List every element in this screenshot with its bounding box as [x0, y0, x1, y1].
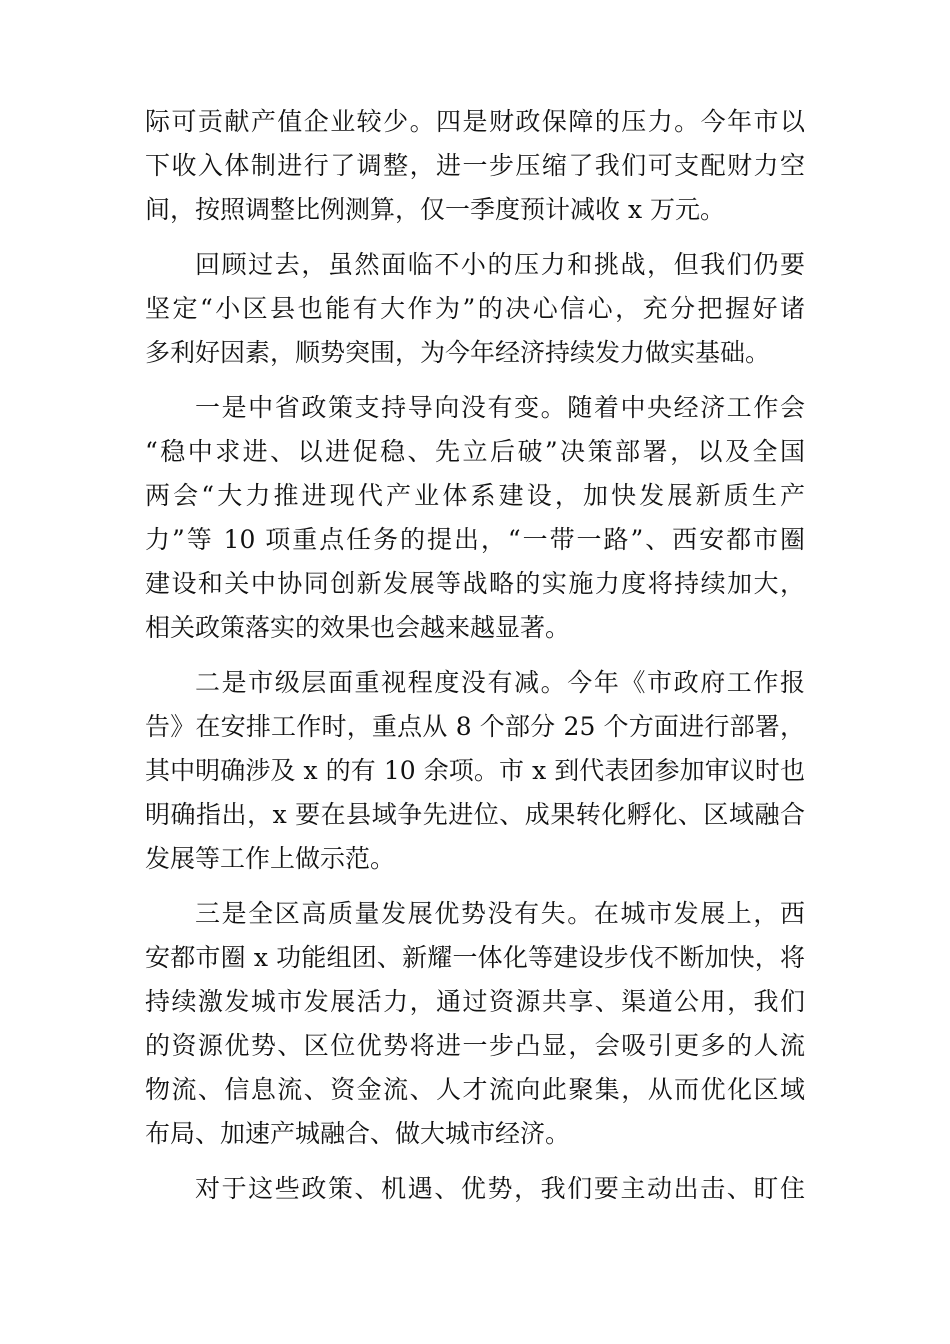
text-line: 下收入体制进行了调整，进一步压缩了我们可支配财力空 [145, 151, 805, 180]
paragraph-5 [145, 892, 805, 1156]
text-line: 发展等工作上做示范。 [145, 844, 396, 873]
text-line: 三是全区高质量发展优势没有失。在城市发展上，西 [195, 899, 805, 928]
text-line: “稳中求进、以进促稳、先立后破”决策部署，以及全国 [145, 437, 805, 466]
text-line: 间，按照调整比例测算，仅一季度预计减收 x 万元。 [145, 195, 725, 224]
text-line: 布局、加速产城融合、做大城市经济。 [145, 1119, 571, 1148]
text-line: 安都市圈 x 功能组团、新耀一体化等建设步伐不断加快，将 [145, 943, 805, 972]
body-text [145, 100, 805, 1222]
text-line: 的资源优势、区位优势将进一步凸显，会吸引更多的人流 [145, 1031, 805, 1060]
text-line: 告》在安排工作时，重点从 8 个部分 25 个方面进行部署， [145, 712, 805, 741]
text-line: 对于这些政策、机遇、优势，我们要主动出击、盯住 [195, 1174, 805, 1203]
text-line: 一是中省政策支持导向没有变。随着中央经济工作会 [195, 393, 805, 422]
paragraph-1 [145, 100, 805, 232]
text-line: 其中明确涉及 x 的有 10 余项。市 x 到代表团参加审议时也 [145, 756, 805, 785]
paragraph-3 [145, 386, 805, 650]
text-line: 两会“大力推进现代产业体系建设，加快发展新质生产 [145, 481, 805, 510]
paragraph-4 [145, 661, 805, 881]
paragraph-6 [145, 1167, 805, 1211]
text-line: 多利好因素，顺势突围，为今年经济持续发力做实基础。 [145, 338, 771, 367]
text-line: 持续激发城市发展活力，通过资源共享、渠道公用，我们 [145, 987, 805, 1016]
text-line: 力”等 10 项重点任务的提出，“一带一路”、西安都市圈 [145, 525, 805, 554]
text-line: 建设和关中协同创新发展等战略的实施力度将持续加大， [145, 569, 805, 598]
text-line: 际可贡献产值企业较少。四是财政保障的压力。今年市以 [145, 107, 805, 136]
paragraph-2 [145, 243, 805, 375]
text-line: 物流、信息流、资金流、人才流向此聚集，从而优化区域 [145, 1075, 805, 1104]
text-line: 相关政策落实的效果也会越来越显著。 [145, 613, 571, 642]
text-line: 回顾过去，虽然面临不小的压力和挑战，但我们仍要 [195, 250, 805, 279]
text-line: 明确指出，x 要在县域争先进位、成果转化孵化、区域融合 [145, 800, 805, 829]
text-line: 二是市级层面重视程度没有减。今年《市政府工作报 [195, 668, 805, 697]
text-line: 坚定“小区县也能有大作为”的决心信心，充分把握好诸 [145, 294, 805, 323]
